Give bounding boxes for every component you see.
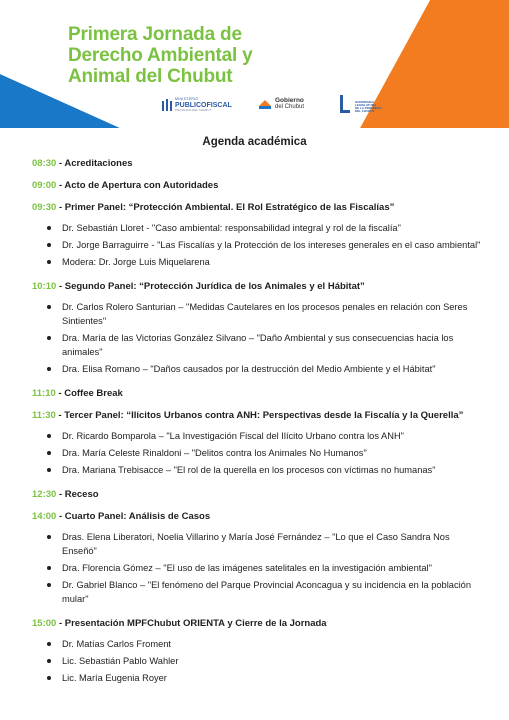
slot-label: - Presentación MPFChubut ORIENTA y Cierre de la Jornada xyxy=(56,618,327,629)
agenda-slot xyxy=(32,409,484,477)
speaker-item: Dr. Carlos Rolero Santurian – "Medidas Cautelares en los procesos penales en relación con Seres Sintientes" xyxy=(32,300,484,328)
ministerio-publico-fiscal-logo xyxy=(162,98,232,112)
slot-heading xyxy=(32,157,484,171)
slot-label: - Receso xyxy=(56,489,99,500)
speaker-item: Dra. Elisa Romano – "Daños causados por la destrucción del Medio Ambiente y el Hábitat" xyxy=(32,362,484,376)
speaker-item: Lic. María Eugenia Royer xyxy=(32,671,484,685)
slot-label: - Coffee Break xyxy=(55,388,123,399)
title-line-3: Animal del Chubut xyxy=(68,66,233,87)
slot-time: 15:00 xyxy=(32,618,57,629)
slot-time: 12:30 xyxy=(32,489,57,500)
agenda-slot xyxy=(32,201,484,269)
slot-time: 11:10 xyxy=(32,388,56,399)
speaker-item: Dra. María de las Victorias González Silvano – "Daño Ambiental y sus consecuencias hacia los animales" xyxy=(32,331,484,359)
speaker-item: Dra. Florencia Gómez – "El uso de las imágenes satelitales en la investigación ambiental" xyxy=(32,561,484,575)
legislatura-logo xyxy=(339,93,381,115)
mpf-line-1: MINISTERIO xyxy=(175,97,199,101)
slot-heading xyxy=(32,510,484,524)
header-banner xyxy=(0,0,509,128)
mpf-emblem-icon xyxy=(162,99,172,111)
slot-time: 08:30 xyxy=(32,158,57,169)
speaker-list xyxy=(32,637,484,685)
slot-time: 09:30 xyxy=(32,202,57,213)
title-line-1: Primera Jornada de xyxy=(68,24,242,45)
agenda-slot xyxy=(32,617,484,685)
gobierno-line-2: del Chubut xyxy=(275,104,305,111)
speaker-list xyxy=(32,530,484,606)
slot-time: 09:00 xyxy=(32,180,57,191)
mpf-line-2: PUBLICOFISCAL xyxy=(175,101,232,109)
agenda-slot xyxy=(32,157,484,171)
speaker-item: Dr. Jorge Barraguirre - "Las Fiscalías y la Protección de los intereses generales en el caso ambiental" xyxy=(32,238,484,252)
slot-label: - Segundo Panel: “Protección Jurídica de los Animales y el Hábitat” xyxy=(56,281,365,292)
agenda-slot xyxy=(32,280,484,376)
speaker-item: Dras. Elena Liberatori, Noelia Villarino y María José Fernández – "Lo que el Caso Sandra Nos Enseñó" xyxy=(32,530,484,558)
legislatura-line-4: DEL CHUBUT xyxy=(355,109,375,114)
gobierno-del-chubut-logo xyxy=(258,97,304,111)
speaker-list xyxy=(32,221,484,269)
slot-heading xyxy=(32,387,484,401)
sponsor-logos xyxy=(0,96,509,122)
speaker-item: Dr. Gabriel Blanco – "El fenómeno del Parque Provincial Aconcagua y su incidencia en la población mular" xyxy=(32,578,484,606)
agenda-slot xyxy=(32,179,484,193)
slot-time: 10:10 xyxy=(32,281,57,292)
speaker-item: Dra. María Celeste Rinaldoni – "Delitos contra los Animales No Humanos" xyxy=(32,446,484,460)
legislatura-line-1: HONORABLE xyxy=(355,99,375,104)
agenda-slot xyxy=(32,488,484,502)
slot-label: - Tercer Panel: “Ilícitos Urbanos contra ANH: Perspectivas desde la Fiscalía y la Querella” xyxy=(55,410,464,421)
slot-label: - Cuarto Panel: Análisis de Casos xyxy=(56,511,211,522)
slot-heading xyxy=(32,179,484,193)
legislatura-line-2: LEGISLATURA xyxy=(355,102,377,107)
gobierno-line-1: Gobierno xyxy=(275,96,304,104)
speaker-list xyxy=(32,300,484,376)
slot-heading xyxy=(32,409,484,423)
speaker-item: Dra. Mariana Trebisacce – "El rol de la querella en los procesos con víctimas no humanas" xyxy=(32,463,484,477)
gobierno-emblem-icon xyxy=(258,97,272,111)
agenda-list xyxy=(32,157,484,688)
speaker-item: Modera: Dr. Jorge Luis Miquelarena xyxy=(32,255,484,269)
agenda-slot xyxy=(32,387,484,401)
speaker-item: Dr. Ricardo Bomparola – "La Investigación Fiscal del Ilícito Urbano contra los ANH" xyxy=(32,429,484,443)
slot-time: 11:30 xyxy=(32,410,56,421)
slot-heading xyxy=(32,201,484,215)
speaker-item: Dr. Sebastián Lloret - "Caso ambiental: responsabilidad integral y rol de la fiscalía" xyxy=(32,221,484,235)
slot-heading xyxy=(32,488,484,502)
slot-time: 14:00 xyxy=(32,511,57,522)
agenda-slot xyxy=(32,510,484,606)
speaker-item: Dr. Matías Carlos Froment xyxy=(32,637,484,651)
legislatura-emblem-icon xyxy=(339,93,351,115)
slot-label: - Primer Panel: “Protección Ambiental. El Rol Estratégico de las Fiscalías” xyxy=(56,202,395,213)
slot-heading xyxy=(32,617,484,631)
slot-heading xyxy=(32,280,484,294)
title-line-2: Derecho Ambiental y xyxy=(68,45,253,66)
event-title xyxy=(68,24,253,87)
slot-label: - Acto de Apertura con Autoridades xyxy=(56,180,219,191)
speaker-list xyxy=(32,429,484,477)
mpf-line-3: PROVINCIA DEL CHUBUT xyxy=(175,107,212,112)
speaker-item: Lic. Sebastián Pablo Wahler xyxy=(32,654,484,668)
agenda-title: Agenda académica xyxy=(202,136,307,148)
slot-label: - Acreditaciones xyxy=(56,158,133,169)
legislatura-line-3: DE LA PROVINCIA xyxy=(355,106,382,110)
